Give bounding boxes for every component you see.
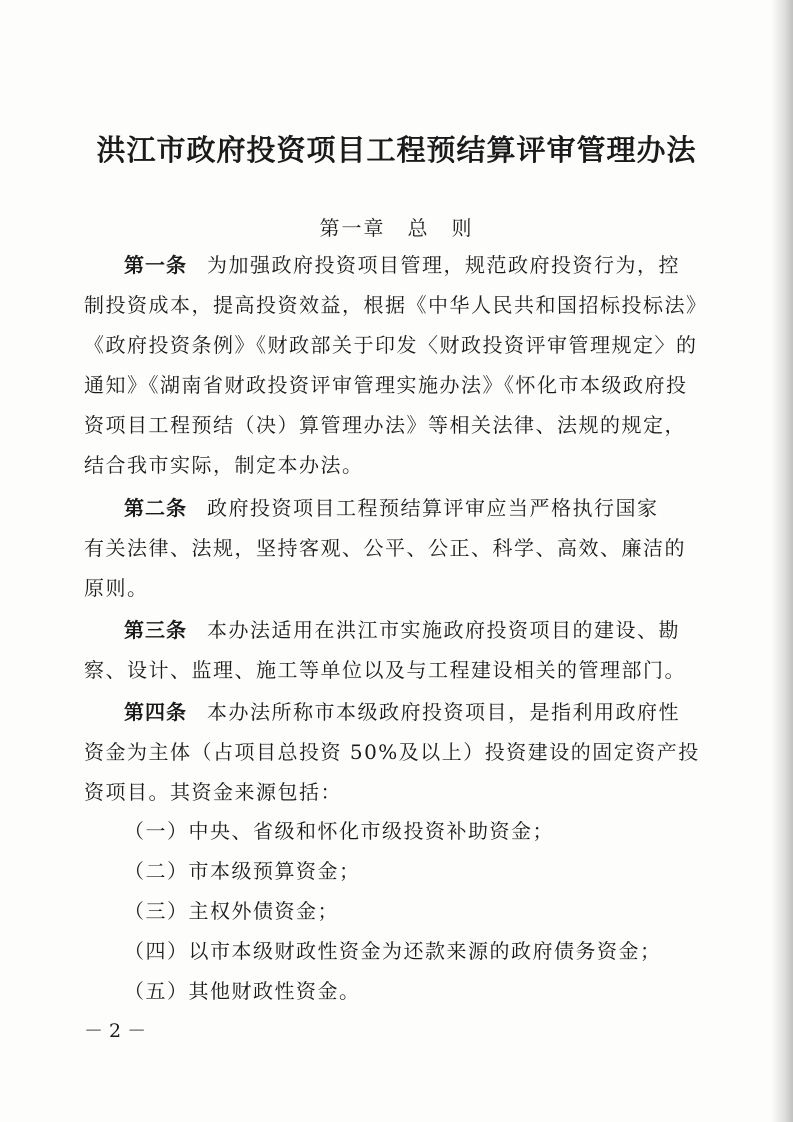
article-2-line-3: 原则。 — [84, 576, 149, 600]
document-title: 洪江市政府投资项目工程预结算评审管理办法 — [96, 133, 697, 167]
article-2-line-1 — [124, 495, 659, 521]
source-item-4: （四）以市本级财政性资金为还款来源的政府债务资金； — [124, 939, 662, 963]
source-item-2: （二）市本级预算资金； — [124, 859, 361, 883]
article-3-label: 第三条 — [124, 618, 187, 642]
article-4-label: 第四条 — [124, 700, 187, 724]
source-item-1: （一）中央、省级和怀化市级投资补助资金； — [124, 819, 554, 843]
article-1-line-4: 通知》《湖南省财政投资评审管理实施办法》《怀化市本级政府投 — [84, 373, 688, 397]
source-item-3: （三）主权外债资金； — [124, 899, 339, 923]
article-4-line-1 — [124, 699, 680, 725]
article-3-line-2: 察、设计、监理、施工等单位以及与工程建设相关的管理部门。 — [84, 658, 686, 682]
article-3-text: 本办法适用在洪江市实施政府投资项目的建设、勘 — [207, 618, 680, 642]
article-2-line-2: 有关法律、法规，坚持客观、公平、公正、科学、高效、廉洁的 — [84, 536, 686, 560]
source-item-5: （五）其他财政性资金。 — [124, 979, 361, 1003]
article-1-line-5: 资项目工程预结（决）算管理办法》等相关法律、法规的规定， — [84, 413, 686, 437]
article-4-text: 本办法所称市本级政府投资项目，是指利用政府性 — [207, 700, 680, 724]
article-1-line-1 — [124, 252, 680, 278]
article-4-line-3: 资项目。其资金来源包括： — [84, 780, 342, 804]
chapter-heading: 第一章 总 则 — [319, 216, 474, 240]
article-4-line-2: 资金为主体（占项目总投资 50%及以上）投资建设的固定资产投 — [84, 740, 700, 764]
page-number: － 2 － — [84, 1020, 147, 1042]
article-2-label: 第二条 — [124, 496, 187, 520]
article-1-line-3: 《政府投资条例》《财政部关于印发〈财政投资评审管理规定〉的 — [84, 333, 698, 357]
article-1-line-2: 制投资成本，提高投资效益，根据《中华人民共和国招标投标法》 — [84, 293, 708, 317]
article-2-text: 政府投资项目工程预结算评审应当严格执行国家 — [207, 496, 659, 520]
article-1-text: 为加强政府投资项目管理，规范政府投资行为，控 — [207, 253, 680, 277]
article-3-line-1 — [124, 617, 680, 643]
article-1-label: 第一条 — [124, 253, 187, 277]
article-1-line-6: 结合我市实际，制定本办法。 — [84, 453, 364, 477]
